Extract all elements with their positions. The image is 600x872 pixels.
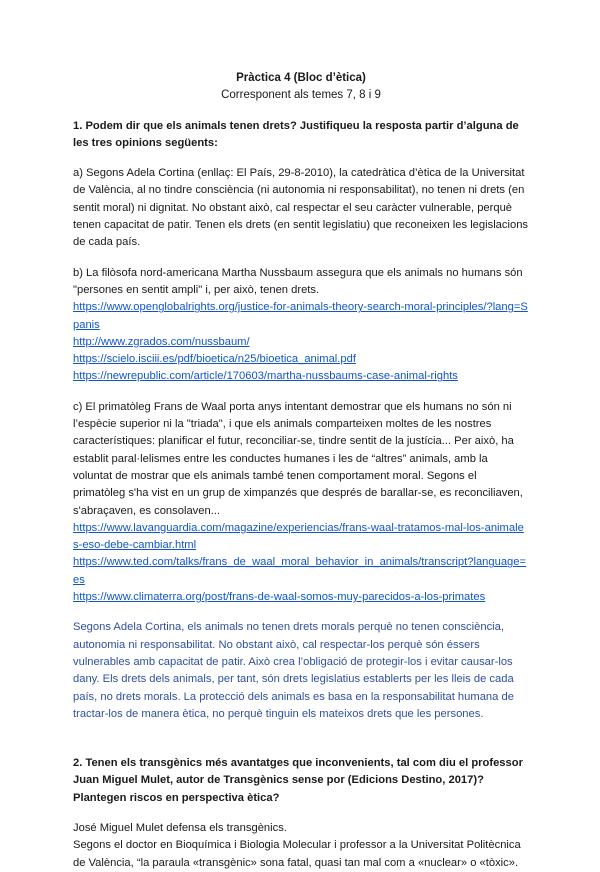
option-c-paragraph: c) El primatòleg Frans de Waal porta anys intentant demostrar que els humans no són ni l’espècie superior ni la "triada", i que els animals comparteixen moltes de les nostres característiques: planificar el futur, reconciliar-se, tindre sentit de la justícia... Per això, ha establit paral·lelismes entre les conductes humanes i les de “altres” animals, amb la voluntat de mostrar que els animals també tenen comportament moral. Segons el primatòleg s'ha vist en un grup de ximpanzés que després de barallar-se, es reconciliaven, s'abraçaven, es consolaven...	[73, 400, 523, 517]
question-2-heading: 2. Tenen els transgènics més avantatges que inconvenients, tal com diu el professor Juan Miguel Mulet, autor de Transgènics sense por (Edicions Destino, 2017)? Plantegen riscos en perspectiva ètica?	[73, 757, 523, 804]
option-b-paragraph: b) La filòsofa nord-americana Martha Nussbaum assegura que els animals no humans són "persones en sentit ampli" i, per això, tenen drets.	[73, 266, 523, 296]
option-b-links	[73, 299, 529, 385]
link-zgrados[interactable]: http://www.zgrados.com/nussbaum/	[73, 335, 250, 348]
question-1-heading: 1. Podem dir que els animals tenen drets? Justifiqueu la resposta partir d’alguna de les tres opinions següents:	[73, 119, 519, 149]
answer-question-1: Segons Adela Cortina, els animals no tenen drets morals perquè no tenen consciència, autonomia ni responsabilitat. No obstant això, cal respectar-los perquè són éssers vulnerables amb capacitat de patir. Això crea l’obligació de protegir-los i evitar causar-los dany. Els drets dels animals, per tant, són drets legislatius establerts per les lleis de cada país, no drets morals. La protecció dels animals es basa en la responsabilitat humana de tractar-los de manera ètica, no perquè tinguin els mateixos drets que les persones.	[73, 621, 514, 720]
link-openglobalrights[interactable]: https://www.openglobalrights.org/justice-for-animals-theory-search-moral-principles/?lang=Spanis	[73, 301, 528, 331]
option-c-links	[73, 520, 529, 606]
page-subtitle: Corresponent als temes 7, 8 i 9	[221, 89, 381, 102]
answer-2-line-1: José Miguel Mulet defensa els transgènics.	[73, 821, 287, 834]
page-title: Pràctica 4 (Bloc d’ètica)	[236, 72, 366, 84]
option-b-block	[73, 265, 529, 386]
link-climaterra[interactable]: https://www.climaterra.org/post/frans-de-waal-somos-muy-parecidos-a-los-primates	[73, 591, 486, 604]
option-c-block	[73, 399, 529, 607]
link-newrepublic[interactable]: https://newrepublic.com/article/170603/martha-nussbaums-case-animal-rights	[73, 370, 458, 383]
option-a-paragraph: a) Segons Adela Cortina (enllaç: El País, 29-8-2010), la catedràtica d’ètica de la Universitat de València, al no tindre consciència (ni autonomia ni responsabilitat), no tenen ni drets (en sentit moral) ni dignitat. No obstant això, cal respectar el seu caràcter vulnerable, perquè tenen capacitat de patir. Tenen els drets (en sentit legislatiu) que reconeixen les legislacions de cada país.	[73, 167, 529, 249]
answer-2-line-2: Segons el doctor en Bioquímica i Biologia Molecular i professor a la Universitat Politècnica de València, “la paraula «transgènic» sona fatal, quasi tan mal com a «nuclear» o «tòxic».	[73, 839, 521, 869]
link-ted[interactable]: https://www.ted.com/talks/frans_de_waal_moral_behavior_in_animals/transcript?language=es	[73, 556, 527, 586]
link-lavanguardia[interactable]: https://www.lavanguardia.com/magazine/experiencias/frans-waal-tratamos-mal-los-animales-eso-debe-cambiar.html	[73, 521, 524, 552]
document-content	[73, 70, 529, 872]
link-scielo[interactable]: https://scielo.isciii.es/pdf/bioetica/n25/bioetica_animal.pdf	[73, 353, 356, 366]
